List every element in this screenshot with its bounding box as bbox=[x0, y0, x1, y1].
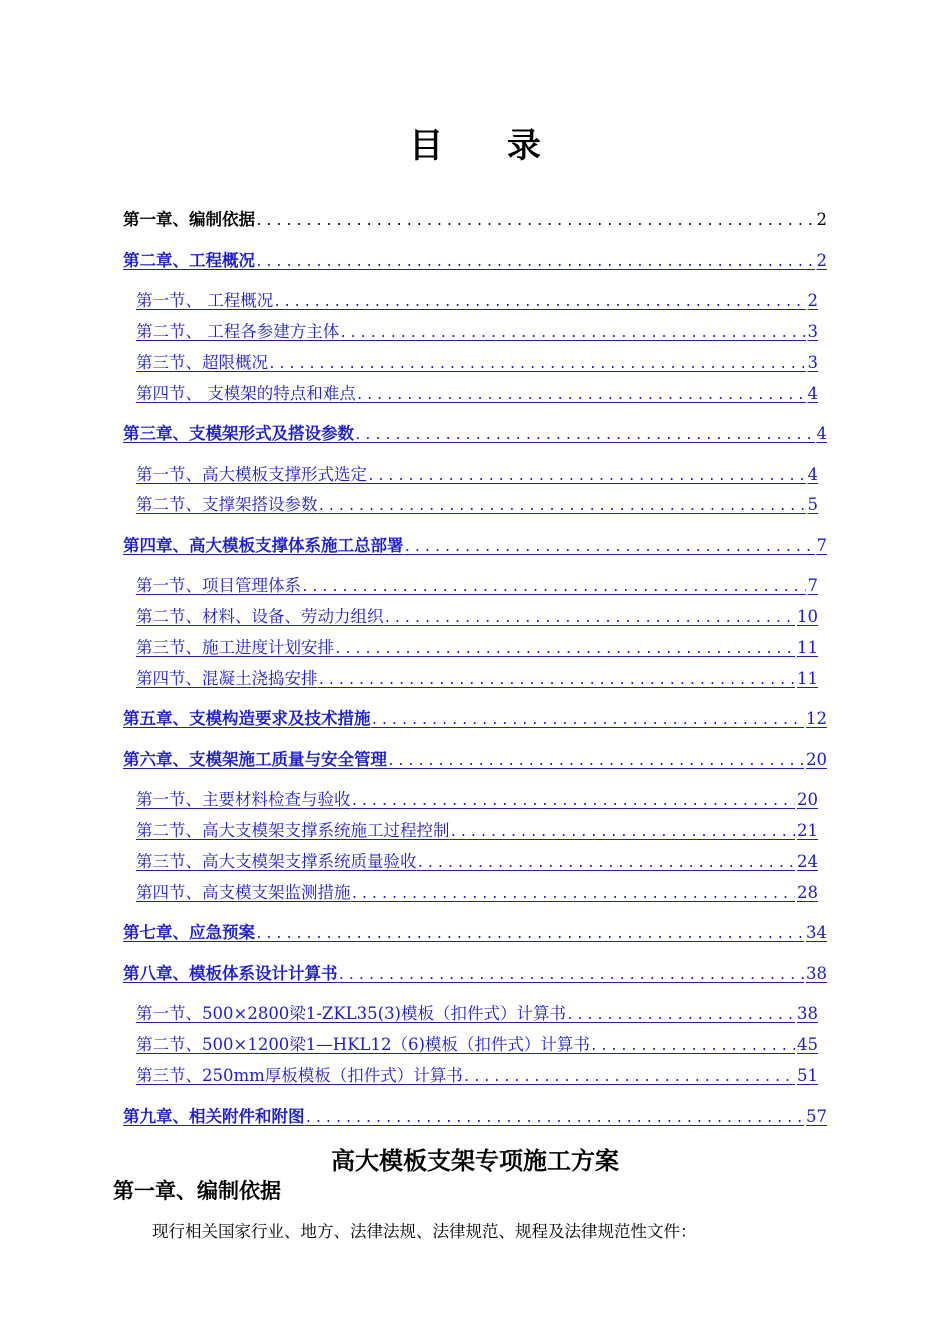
toc-entry-page-number: 24 bbox=[797, 852, 818, 871]
toc-entry-page-number: 4 bbox=[816, 424, 827, 443]
toc-entry-label: 第三节、施工进度计划安排 bbox=[136, 638, 334, 657]
toc-entry-chapter[interactable] bbox=[123, 748, 827, 772]
toc-entry-label: 第四节、 支模架的特点和难点 bbox=[136, 384, 356, 403]
toc-entry-label: 第一章、编制依据 bbox=[123, 210, 255, 229]
toc-entry-section[interactable] bbox=[136, 667, 818, 691]
toc-entry-page-number: 57 bbox=[806, 1107, 827, 1126]
toc-entry-page-number: 28 bbox=[797, 883, 818, 902]
toc-entry-label: 第一节、主要材料检查与验收 bbox=[136, 790, 351, 809]
toc-entry-page-number: 2 bbox=[816, 210, 827, 229]
toc-entry-page-number: 7 bbox=[816, 536, 827, 555]
toc-dot-leader bbox=[590, 1035, 795, 1057]
toc-dot-leader bbox=[268, 353, 806, 375]
toc-dot-leader bbox=[417, 852, 796, 874]
toc-entry-chapter[interactable] bbox=[123, 422, 827, 446]
toc-entry-chapter bbox=[123, 208, 827, 232]
toc-entry-label: 第五章、支模构造要求及技术措施 bbox=[123, 709, 371, 728]
toc-entry-page-number: 11 bbox=[797, 669, 818, 688]
toc-entry-page-number: 21 bbox=[797, 821, 818, 840]
toc-entry-section[interactable] bbox=[136, 493, 818, 517]
toc-entry-page-number: 4 bbox=[807, 465, 818, 484]
toc-entry-section[interactable] bbox=[136, 574, 818, 598]
toc-entry-section[interactable] bbox=[136, 463, 818, 487]
toc-dot-leader bbox=[301, 576, 806, 598]
toc-dot-leader bbox=[255, 210, 815, 232]
toc-entry-page-number: 5 bbox=[807, 495, 818, 514]
toc-dot-leader bbox=[354, 424, 815, 446]
toc-entry-label: 第三节、超限概况 bbox=[136, 353, 268, 372]
toc-dot-leader bbox=[450, 821, 796, 843]
toc-dot-leader bbox=[463, 1066, 795, 1088]
toc-entry-page-number: 2 bbox=[816, 251, 827, 270]
toc-entry-label: 第三章、支模架形式及搭设参数 bbox=[123, 424, 354, 443]
chapter-heading: 第一章、编制依据 bbox=[113, 1179, 281, 1203]
toc-entry-label: 第一节、 工程概况 bbox=[136, 291, 274, 310]
toc-entry-chapter[interactable] bbox=[123, 249, 827, 273]
toc-entry-section[interactable] bbox=[136, 1033, 818, 1057]
toc-entry-page-number: 7 bbox=[807, 576, 818, 595]
toc-entry-label: 第三节、250mm厚板模板（扣件式）计算书 bbox=[136, 1066, 463, 1085]
toc-entry-chapter[interactable] bbox=[123, 921, 827, 945]
toc-title: 目 录 bbox=[409, 126, 567, 166]
toc-entry-section[interactable] bbox=[136, 850, 818, 874]
toc-entry-section[interactable] bbox=[136, 636, 818, 660]
toc-entry-label: 第二节、高大支模架支撑系统施工过程控制 bbox=[136, 821, 450, 840]
toc-dot-leader bbox=[318, 669, 796, 691]
toc-entry-page-number: 3 bbox=[807, 353, 818, 372]
toc-entry-label: 第四章、高大模板支撑体系施工总部署 bbox=[123, 536, 404, 555]
toc-entry-label: 第二章、工程概况 bbox=[123, 251, 255, 270]
toc-entry-section[interactable] bbox=[136, 320, 818, 344]
toc-dot-leader bbox=[566, 1004, 795, 1026]
toc-entry-section[interactable] bbox=[136, 289, 818, 313]
toc-entry-section[interactable] bbox=[136, 382, 818, 406]
toc-entry-page-number: 10 bbox=[797, 607, 818, 626]
toc-dot-leader bbox=[339, 322, 805, 344]
toc-dot-leader bbox=[273, 291, 805, 313]
toc-entry-section[interactable] bbox=[136, 351, 818, 375]
toc-entry-page-number: 34 bbox=[806, 923, 827, 942]
toc-entry-label: 第三节、高大支模架支撑系统质量验收 bbox=[136, 852, 417, 871]
toc-entry-label: 第四节、混凝土浇捣安排 bbox=[136, 669, 318, 688]
toc-entry-chapter[interactable] bbox=[123, 707, 827, 731]
toc-entry-chapter[interactable] bbox=[123, 1105, 827, 1129]
toc-entry-label: 第六章、支模架施工质量与安全管理 bbox=[123, 750, 387, 769]
toc-entry-label: 第九章、相关附件和附图 bbox=[123, 1107, 305, 1126]
toc-entry-label: 第一节、项目管理体系 bbox=[136, 576, 301, 595]
toc-entry-label: 第二节、材料、设备、劳动力组织 bbox=[136, 607, 384, 626]
toc-entry-page-number: 3 bbox=[807, 322, 818, 341]
toc-entry-label: 第二节、支撑架搭设参数 bbox=[136, 495, 318, 514]
toc-entry-page-number: 12 bbox=[806, 709, 827, 728]
toc-entry-section[interactable] bbox=[136, 605, 818, 629]
toc-dot-leader bbox=[404, 536, 815, 558]
body-paragraph: 现行相关国家行业、地方、法律法规、法律规范、规程及法律规范性文件： bbox=[152, 1222, 697, 1241]
toc-dot-leader bbox=[384, 607, 796, 629]
toc-entry-label: 第二节、 工程各参建方主体 bbox=[136, 322, 340, 341]
toc-entry-section[interactable] bbox=[136, 1002, 818, 1026]
toc-entry-label: 第四节、高支模支架监测措施 bbox=[136, 883, 351, 902]
toc-entry-chapter[interactable] bbox=[123, 962, 827, 986]
toc-dot-leader bbox=[387, 750, 804, 772]
toc-entry-page-number: 38 bbox=[806, 964, 827, 983]
toc-entry-chapter[interactable] bbox=[123, 534, 827, 558]
toc-entry-page-number: 4 bbox=[807, 384, 818, 403]
toc-entry-page-number: 11 bbox=[797, 638, 818, 657]
toc-dot-leader bbox=[305, 1107, 805, 1129]
toc-entry-label: 第八章、模板体系设计计算书 bbox=[123, 964, 338, 983]
toc-dot-leader bbox=[334, 638, 795, 660]
toc-dot-leader bbox=[351, 883, 796, 905]
toc-entry-section[interactable] bbox=[136, 881, 818, 905]
toc-dot-leader bbox=[318, 495, 806, 517]
toc-entry-page-number: 2 bbox=[807, 291, 818, 310]
toc-entry-page-number: 20 bbox=[806, 750, 827, 769]
toc-entry-section[interactable] bbox=[136, 788, 818, 812]
toc-entry-label: 第一节、高大模板支撑形式选定 bbox=[136, 465, 367, 484]
toc-dot-leader bbox=[338, 964, 805, 986]
toc-entry-section[interactable] bbox=[136, 819, 818, 843]
toc-entry-label: 第二节、500×1200梁1—HKL12（6)模板（扣件式）计算书 bbox=[136, 1035, 590, 1054]
toc-entry-page-number: 38 bbox=[797, 1004, 818, 1023]
toc-dot-leader bbox=[356, 384, 806, 406]
toc-entry-page-number: 20 bbox=[797, 790, 818, 809]
document-title: 高大模板支架专项施工方案 bbox=[331, 1146, 619, 1175]
toc-entry-page-number: 51 bbox=[797, 1066, 818, 1085]
toc-dot-leader bbox=[367, 465, 806, 487]
toc-dot-leader bbox=[255, 923, 804, 945]
toc-entry-label: 第七章、应急预案 bbox=[123, 923, 255, 942]
toc-dot-leader bbox=[255, 251, 815, 273]
toc-entry-section[interactable] bbox=[136, 1064, 818, 1088]
toc-entry-page-number: 45 bbox=[797, 1035, 818, 1054]
toc-dot-leader bbox=[371, 709, 805, 731]
toc-entry-label: 第一节、500×2800梁1-ZKL35(3)模板（扣件式）计算书 bbox=[136, 1004, 566, 1023]
toc-dot-leader bbox=[351, 790, 796, 812]
